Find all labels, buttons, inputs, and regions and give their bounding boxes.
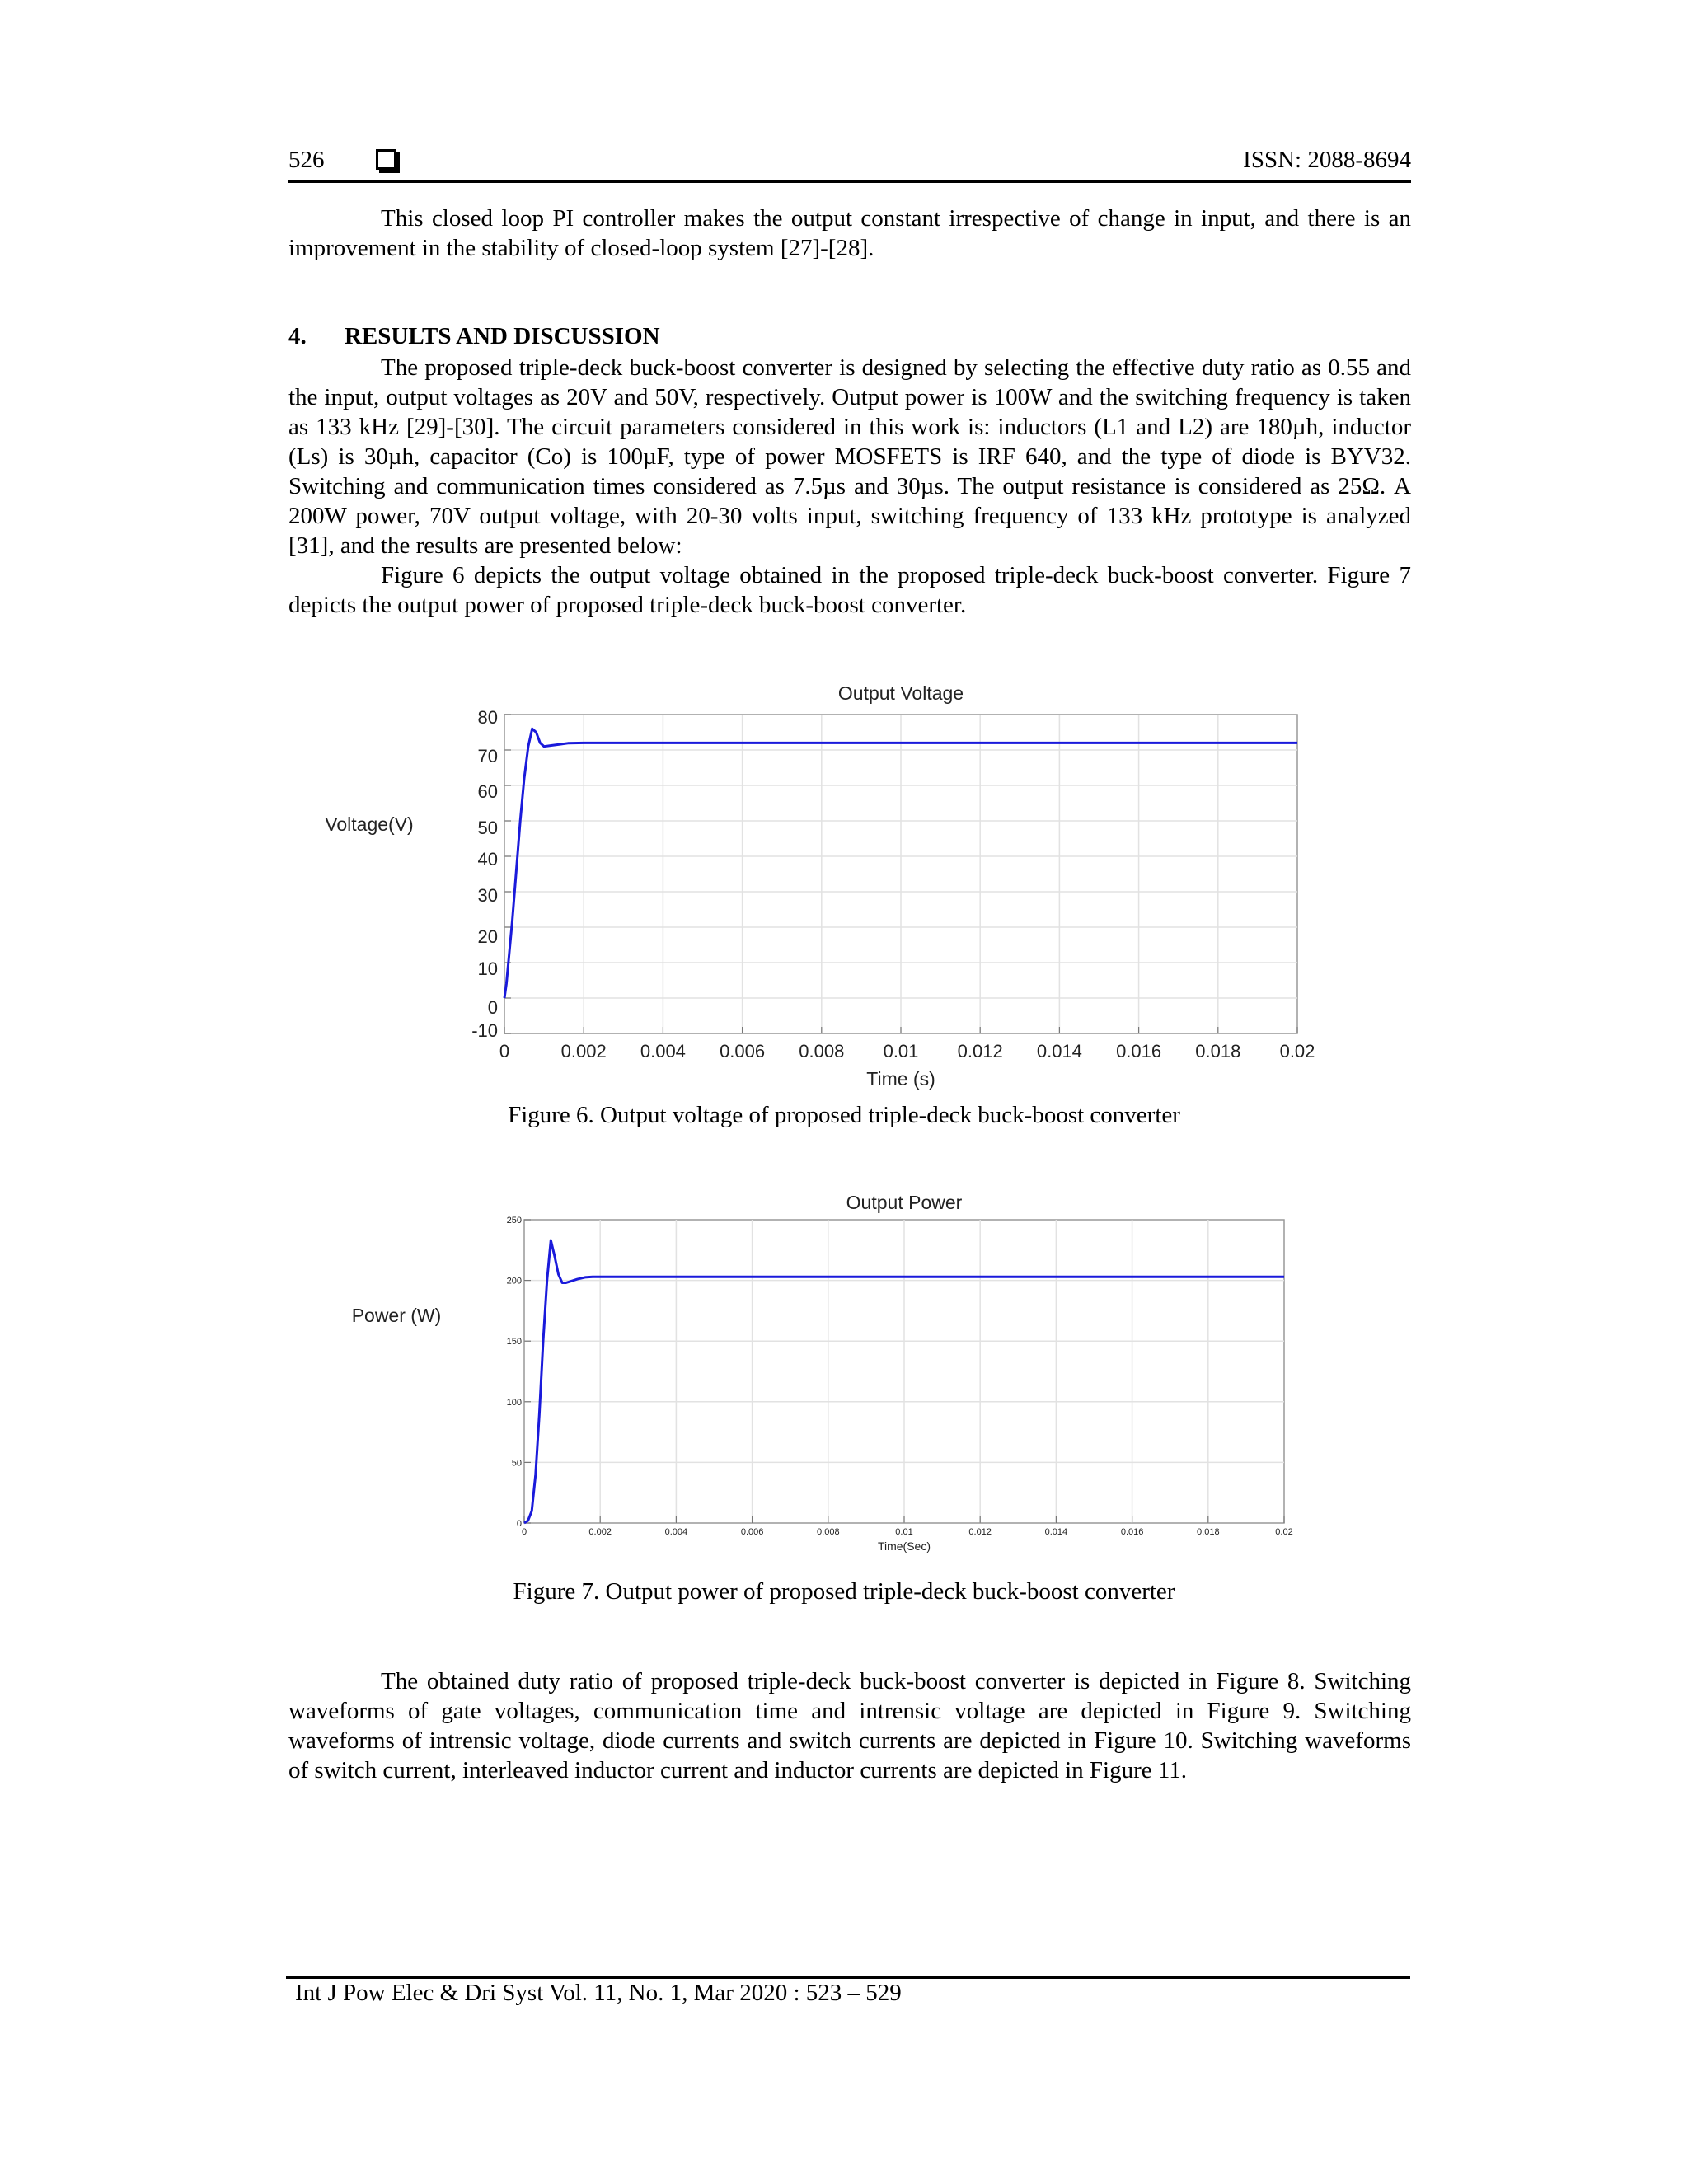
y-tick-label: -10 [471,1019,498,1041]
y-tick-label: 100 [506,1397,522,1408]
chart-title: Output Power [846,1192,963,1213]
y-tick-label: 30 [477,884,498,906]
y-tick-label: 50 [511,1458,522,1469]
y-tick-label: 50 [477,817,498,838]
y-tick-label: 70 [477,745,498,766]
y-tick-label: 250 [506,1215,522,1226]
x-tick-label: 0.016 [1120,1527,1144,1537]
x-tick-label: 0.002 [588,1527,612,1537]
x-tick-label: 0.012 [957,1041,1003,1062]
paragraph-switching: The obtained duty ratio of proposed triple-deck buck-boost converter is depicted in Figure 8. Switching waveforms of gate voltages, communication time and intrensic voltage are depicted in Figure 9. Switching waveforms of intrensic voltage, diode currents and switch currents are depicted in Figure 10. Switching waveforms of switch current, interleaved inductor current and inductor currents are depicted in Figure 11. [288,1668,1411,1783]
section-number: 4. [288,323,307,349]
x-tick-label: 0 [499,1041,510,1062]
y-tick-label: 0 [487,996,498,1018]
x-tick-label: 0.01 [883,1041,919,1062]
y-tick-label: 40 [477,848,498,869]
y-tick-label: 80 [477,706,498,728]
x-tick-label: 0.002 [560,1041,607,1062]
figure-7-caption: Figure 7. Output power of proposed triple-deck buck-boost converter [513,1578,1175,1605]
paragraph-intro: This closed loop PI controller makes the output constant irrespective of change in input, and there is an improvement in the stability of closed-loop system [27]-[28]. [288,205,1411,261]
y-axis-label: Voltage(V) [325,813,414,835]
x-tick-label: 0.018 [1195,1041,1241,1062]
paragraph-design: The proposed triple-deck buck-boost converter is designed by selecting the effective duty ratio as 0.55 and the input, output voltages as 20V and 50V, respectively. Output power is 100W and the switching frequency is taken as 133 kHz [29]-[30]. The circuit parameters considered in this work is: inductors (L1 and L2) are 180µh, inductor (Ls) is 30µh, capacitor (Co) is 100µF, type of power MOSFETS is IRF 640, and the type of diode is BYV32. Switching and communication times considered as 7.5µs and 30µs. The output resistance is considered as 25Ω. A 200W power, 70V output voltage, with 20-30 volts input, switching frequency of 133 kHz prototype is analyzed [31], and the results are presented below: [288,354,1411,559]
journal-issn: ISSN: 2088-8694 [1243,147,1411,173]
x-axis-label: Time (s) [866,1068,935,1090]
y-tick-label: 20 [477,926,498,947]
x-tick-label: 0.01 [895,1527,913,1537]
x-tick-label: 0 [521,1527,528,1537]
chart-output-voltage [325,682,1315,1090]
x-axis-label: Time(Sec) [877,1540,931,1553]
x-tick-label: 0.006 [740,1527,764,1537]
x-tick-label: 0.014 [1044,1527,1068,1537]
footer-rule [286,1976,1410,1979]
x-tick-label: 0.018 [1197,1527,1220,1537]
x-tick-label: 0.008 [817,1527,840,1537]
x-tick-label: 0.02 [1279,1041,1315,1062]
section-title: RESULTS AND DISCUSSION [345,323,660,349]
x-tick-label: 0.016 [1116,1041,1162,1062]
x-tick-label: 0.004 [640,1041,686,1062]
y-tick-label: 60 [477,780,498,802]
x-tick-label: 0.02 [1275,1527,1293,1537]
x-tick-label: 0.014 [1036,1041,1082,1062]
y-tick-label: 10 [477,958,498,979]
x-tick-label: 0.006 [720,1041,766,1062]
x-tick-label: 0.012 [968,1527,992,1537]
x-tick-label: 0.004 [664,1527,688,1537]
figure-6-caption: Figure 6. Output voltage of proposed triple-deck buck-boost converter [508,1102,1180,1128]
y-tick-label: 0 [516,1518,522,1529]
footer-citation: Int J Pow Elec & Dri Syst Vol. 11, No. 1, Mar 2020 : 523 – 529 [295,1980,902,2006]
page-number: 526 [288,147,325,173]
chart-title: Output Voltage [837,682,964,704]
x-tick-label: 0.008 [799,1041,845,1062]
y-axis-label: Power (W) [351,1305,442,1326]
paragraph-figure-refs: Figure 6 depicts the output voltage obtained in the proposed triple-deck buck-boost converter. Figure 7 depicts the output power of proposed triple-deck buck-boost converter. [288,562,1411,618]
chart-output-power [352,1192,1293,1553]
y-tick-label: 200 [506,1276,522,1286]
y-tick-label: 150 [506,1337,522,1347]
